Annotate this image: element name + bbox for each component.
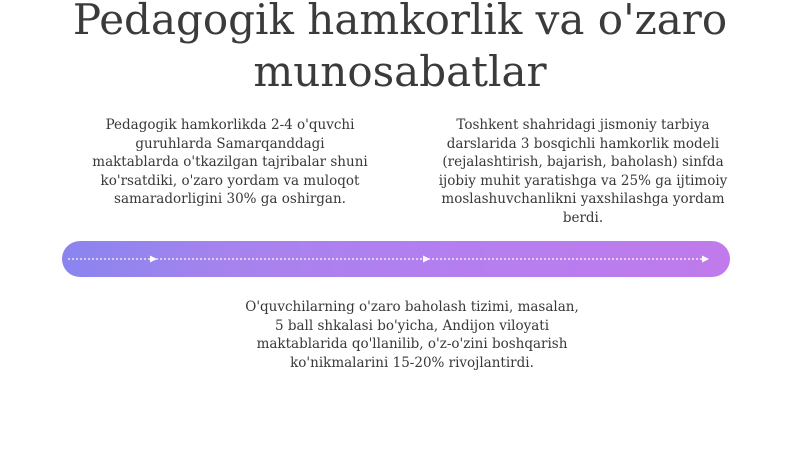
text-line: guruhlarda Samarqanddagi [135,135,325,152]
page-title-line-1: Pedagogik hamkorlik va o'zaro [72,0,728,44]
text-line: O'quvchilarning o'zaro baholash tizimi, masalan, [245,299,579,315]
text-line: Pedagogik hamkorlikda 2-4 o'quvchi [105,117,355,133]
timeline-arrowhead-icon [150,256,157,263]
text-line: darslarida 3 bosqichli hamkorlik modeli [446,135,720,152]
text-block-left [70,116,390,209]
text-line: moslashuvchanlikni yaxshilashga yordam [441,191,725,207]
text-line: (rejalashtirish, bajarish, baholash) sinfda [442,154,724,170]
timeline-arrowhead-icon [702,256,709,263]
text-block-right [418,116,748,227]
text-line: ko'nikmalarini 15-20% rivojlantirdi. [290,354,534,371]
text-line: ko'rsatdiki, o'zaro yordam va muloqot [100,172,360,189]
timeline-arrow-line [62,241,730,277]
page-title-line-2: munosabatlar [253,47,547,96]
text-block-bottom [222,298,602,372]
text-line: maktablarida qo'llanilib, o'z-o'zini boshqarish [256,336,568,352]
timeline-bar [62,241,730,277]
page-title [0,0,800,98]
text-line: Toshkent shahridagi jismoniy tarbiya [456,117,710,133]
text-line: berdi. [562,209,604,226]
text-line: samaradorligini 30% ga oshirgan. [114,191,346,207]
text-line: ijobiy muhit yaratishga va 25% ga ijtimoiy [438,172,728,189]
text-line: maktablarda o'tkazilgan tajribalar shuni [92,154,368,170]
timeline-arrowhead-icon [423,256,430,263]
text-line: 5 ball shkalasi bo'yicha, Andijon viloyati [274,317,550,334]
